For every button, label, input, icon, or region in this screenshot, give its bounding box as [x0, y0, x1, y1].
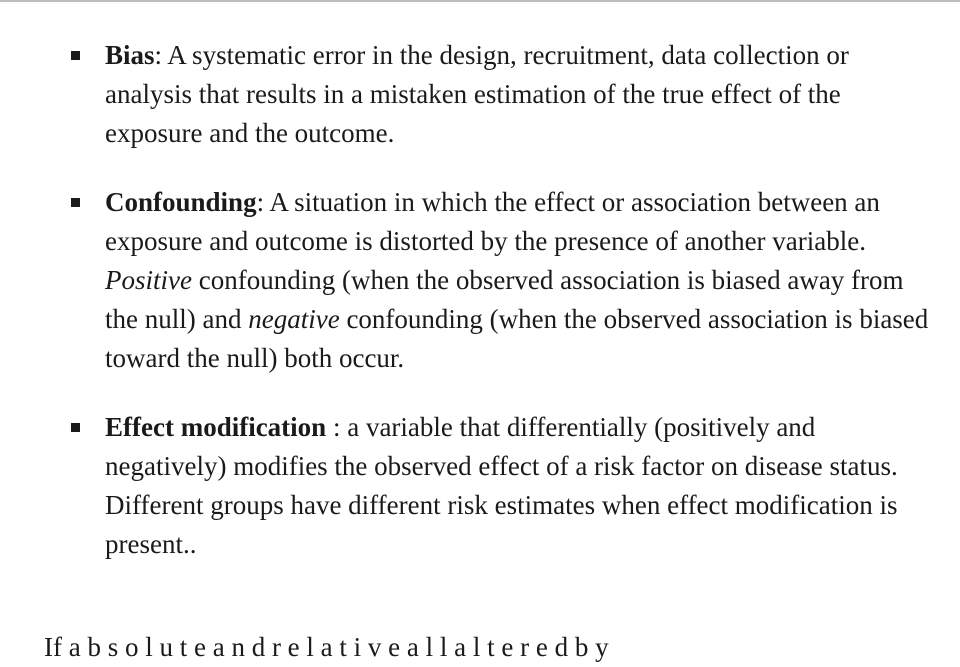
term-bias: Bias — [105, 40, 155, 70]
definition-effect-modification — [0, 408, 960, 564]
top-border — [0, 0, 960, 2]
definition-text: A systematic error in the design, recruitment, data collection or analysis that results in a mistaken estimation of the true effect of the exposure and the outcome. — [105, 40, 849, 148]
term-separator: : — [326, 412, 348, 442]
definition-bias — [0, 36, 960, 153]
definition-text: a variable that differentially (positively and negatively) modifies the observed effect of a risk factor on disease status. Different groups have different risk estimates when effect modification is present.. — [105, 412, 898, 559]
term-separator: : — [256, 187, 270, 217]
term-confounding: Confounding — [105, 187, 257, 217]
term-effect-modification: Effect modification — [105, 412, 327, 442]
definition-text: confounding (when the observed association is biased away from the null) and — [105, 265, 904, 334]
square-bullet-icon — [71, 198, 80, 207]
cutoff-text-line: If a b s o l u t e a n d r e l a t i v e a l l a l t e r e d b y — [44, 632, 609, 662]
emphasis-positive: Positive — [105, 265, 192, 295]
emphasis-negative: negative — [248, 304, 340, 334]
square-bullet-icon — [71, 423, 80, 432]
definition-text: A situation in which the effect or association between an exposure and outcome is distorted by the presence of another variable. — [105, 187, 880, 256]
term-separator: : — [154, 40, 168, 70]
definition-text: confounding (when the observed association is biased toward the null) both occur. — [105, 304, 929, 373]
square-bullet-icon — [71, 51, 80, 60]
definition-list — [0, 36, 960, 594]
definition-confounding — [0, 183, 960, 378]
